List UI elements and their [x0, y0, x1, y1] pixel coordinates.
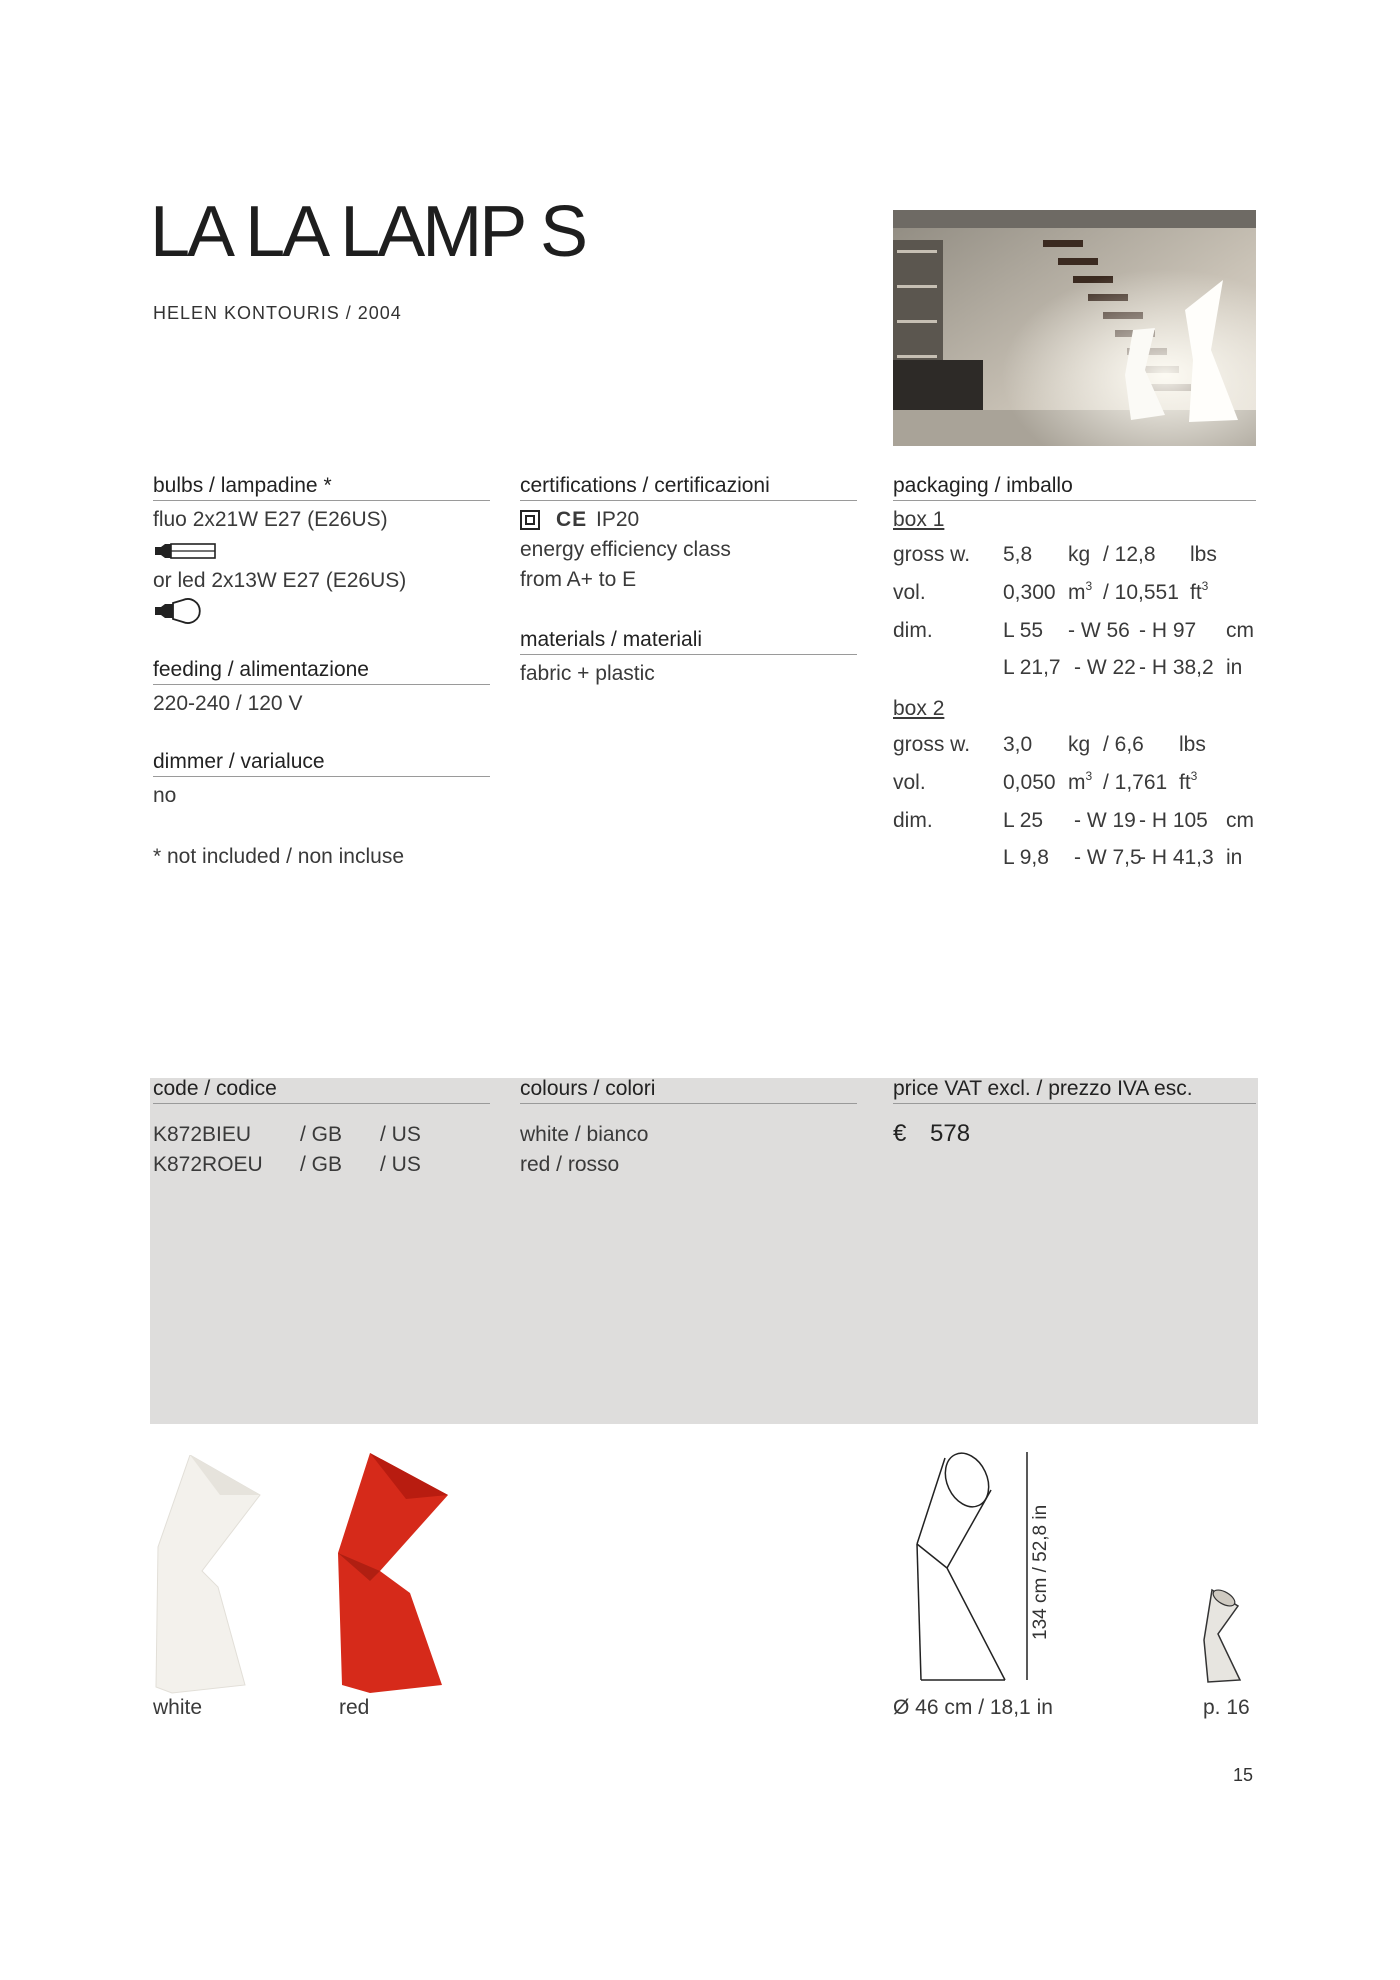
packaging-heading: packaging / imballo	[893, 474, 1256, 501]
bulbs-led: or led 2x13W E27 (E26US)	[153, 569, 407, 592]
box2-dim-in-l: L 9,8	[1003, 846, 1049, 869]
box1-vol-ft-unit: ft	[1190, 581, 1202, 604]
double-insulation-icon	[520, 510, 540, 535]
box2-label: box 2	[893, 697, 945, 720]
colours-heading: colours / colori	[520, 1077, 857, 1104]
feeding-value: 220-240 / 120 V	[153, 692, 303, 715]
box2-vol-m: 0,050	[1003, 771, 1056, 794]
certifications-heading: certifications / certificazioni	[520, 474, 857, 501]
height-dimension-label: 134 cm / 52,8 in	[1030, 1504, 1051, 1640]
box1-gross-lbs: / 12,8	[1103, 543, 1156, 566]
box2-dim-cm-row	[893, 809, 1256, 839]
superscript: 3	[1085, 579, 1093, 593]
box1-vol-ft: / 10,551	[1103, 581, 1179, 604]
box1-gross-kg-unit: kg	[1068, 543, 1091, 566]
box1-dim-in-h: - H 38,2	[1139, 656, 1214, 679]
box2-dim-label: dim.	[893, 809, 933, 832]
bulbs-heading: bulbs / lampadine *	[153, 474, 490, 501]
ip-rating: IP20	[596, 508, 640, 531]
footnote: * not included / non incluse	[153, 845, 405, 868]
ce-mark: CE	[556, 508, 588, 531]
box1-gross-label: gross w.	[893, 543, 971, 566]
code-row-2	[153, 1150, 263, 1180]
dimmer-value: no	[153, 784, 177, 807]
red-lamp-image	[330, 1453, 460, 1698]
energy-class-line1: energy efficiency class	[520, 538, 731, 561]
led-bulb-icon	[153, 597, 209, 630]
box1-dim-cm-unit: cm	[1226, 619, 1254, 642]
code-row-2-gb: / GB	[300, 1153, 343, 1176]
box2-vol-label: vol.	[893, 771, 926, 794]
white-lamp-image	[150, 1455, 270, 1700]
energy-class-line2: from A+ to E	[520, 568, 637, 591]
related-page-link[interactable]: p. 16	[1203, 1696, 1250, 1719]
box2-gross-label: gross w.	[893, 733, 971, 756]
box1-vol-m: 0,300	[1003, 581, 1056, 604]
box1-dim-cm-w: - W 56	[1068, 619, 1130, 642]
box1-gross-kg: 5,8	[1003, 543, 1033, 566]
designer-credit: HELEN KONTOURIS / 2004	[153, 303, 402, 323]
box2-dim-in-w: - W 7,5	[1074, 846, 1142, 869]
box1-dim-in-unit: in	[1226, 656, 1243, 679]
code-row-2-us: / US	[380, 1153, 421, 1176]
code-row-1	[153, 1120, 251, 1150]
box1-dim-cm-h: - H 97	[1139, 619, 1197, 642]
box1-vol-label: vol.	[893, 581, 926, 604]
box1-dim-cm-l: L 55	[1003, 619, 1044, 642]
box1-label: box 1	[893, 508, 945, 531]
box2-dim-in-h: - H 41,3	[1139, 846, 1214, 869]
code-value: K872BIEU	[153, 1123, 252, 1146]
materials-heading: materials / materiali	[520, 628, 857, 655]
feeding-heading: feeding / alimentazione	[153, 658, 490, 685]
code-heading: code / codice	[153, 1077, 490, 1104]
box2-gross-kg-unit: kg	[1068, 733, 1091, 756]
box1-dim-in-l: L 21,7	[1003, 656, 1061, 679]
box2-vol-row	[893, 771, 1256, 801]
diameter-dimension-label: Ø 46 cm / 18,1 in	[893, 1696, 1053, 1719]
box2-gross-kg: 3,0	[1003, 733, 1033, 756]
superscript: 3	[1201, 579, 1209, 593]
box2-gross-lbs-unit: lbs	[1179, 733, 1206, 756]
price-value: 578	[930, 1120, 971, 1147]
price-heading: price VAT excl. / prezzo IVA esc.	[893, 1077, 1256, 1104]
box1-vol-m-unit: m	[1068, 581, 1086, 604]
box1-gross-lbs-unit: lbs	[1190, 543, 1217, 566]
box2-vol-m-unit: m	[1068, 771, 1086, 794]
superscript: 3	[1085, 769, 1093, 783]
code-row-1-gb: / GB	[300, 1123, 343, 1146]
box2-vol-ft: / 1,761	[1103, 771, 1168, 794]
box2-dim-cm-l: L 25	[1003, 809, 1044, 832]
dimmer-heading: dimmer / varialuce	[153, 750, 490, 777]
box1-vol-row	[893, 581, 1256, 611]
box2-dim-in-row	[893, 846, 1256, 876]
box1-dim-in-w: - W 22	[1074, 656, 1136, 679]
box2-vol-ft-unit: ft	[1179, 771, 1191, 794]
bulbs-fluo: fluo 2x21W E27 (E26US)	[153, 508, 388, 531]
box2-gross-row	[893, 733, 1256, 763]
box1-dim-in-row	[893, 656, 1256, 686]
page-number: 15	[1233, 1765, 1254, 1785]
fluo-bulb-icon	[153, 539, 217, 568]
box1-dim-label: dim.	[893, 619, 933, 642]
code-row-1-us: / US	[380, 1123, 421, 1146]
box2-dim-cm-h: - H 105	[1139, 809, 1208, 832]
box2-dim-cm-unit: cm	[1226, 809, 1254, 832]
colour-item-red: red / rosso	[520, 1153, 620, 1176]
white-swatch-label: white	[153, 1696, 203, 1719]
price-currency: €	[893, 1120, 907, 1147]
materials-value: fabric + plastic	[520, 662, 655, 685]
box2-gross-lbs: / 6,6	[1103, 733, 1144, 756]
box2-dim-in-unit: in	[1226, 846, 1243, 869]
hero-photo	[893, 210, 1256, 446]
red-swatch-label: red	[339, 1696, 370, 1719]
code-value: K872ROEU	[153, 1153, 263, 1176]
box1-dim-cm-row	[893, 619, 1256, 649]
product-title: LA LA LAMP S	[150, 192, 585, 272]
related-lamp-thumbnail	[1200, 1588, 1250, 1693]
colour-item-white: white / bianco	[520, 1123, 649, 1146]
box2-dim-cm-w: - W 19	[1074, 809, 1136, 832]
box1-gross-row	[893, 543, 1256, 573]
superscript: 3	[1190, 769, 1198, 783]
